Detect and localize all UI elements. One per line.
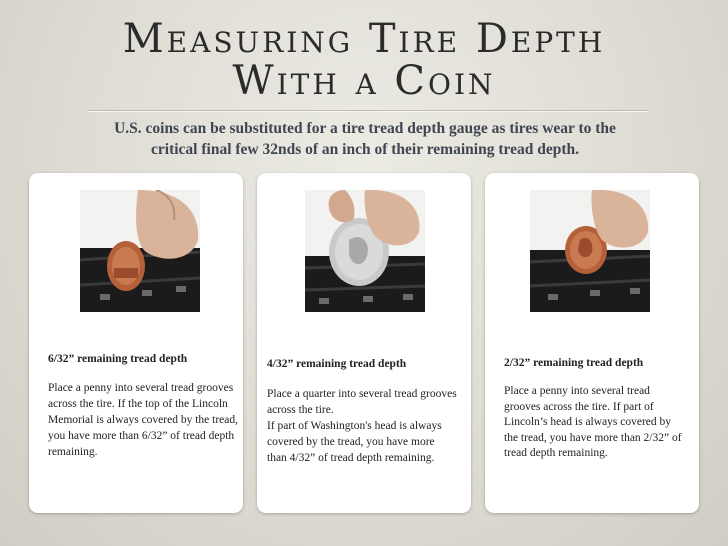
card-quarter-4-32: [257, 173, 471, 513]
subtitle: [70, 118, 660, 160]
card-penny-6-32: [29, 173, 243, 513]
title-line-1: Measuring Tire Depth: [122, 16, 606, 62]
card-body: Place a penny into several tread grooves across the tire. If part of Lincoln’s head is always covered by the tread, you have more than 2/32” of tread depth remaining.: [504, 385, 682, 459]
subtitle-line-2: critical final few 32nds of an inch of their remaining tread depth.: [151, 141, 579, 158]
card-penny-2-32: [485, 173, 699, 513]
subtitle-line-1: U.S. coins can be substituted for a tire tread depth gauge as tires wear to the: [114, 120, 616, 137]
card-heading: 4/32” remaining tread depth: [267, 358, 407, 370]
card-body-line-2: If part of Washington's head is always covered by the tread, you have more than 4/32” of tread depth remaining.: [267, 420, 442, 464]
title-divider: [88, 110, 648, 112]
page-title: [0, 18, 728, 102]
penny-in-tread-photo: [530, 190, 650, 312]
quarter-in-tread-photo: [305, 190, 425, 312]
card-heading: 2/32” remaining tread depth: [504, 357, 644, 369]
card-body-line-1: Place a quarter into several tread grooves across the tire.: [267, 388, 457, 416]
card-body: [267, 386, 457, 466]
card-body: Place a penny into several tread grooves across the tire. If the top of the Lincoln Memorial is always covered by the tread, you have more than 6/32” of tread depth remaining.: [48, 382, 239, 458]
title-line-2: With a Coin: [232, 58, 496, 104]
penny-in-tread-photo: [80, 190, 200, 312]
card-heading: 6/32” remaining tread depth: [48, 353, 188, 365]
